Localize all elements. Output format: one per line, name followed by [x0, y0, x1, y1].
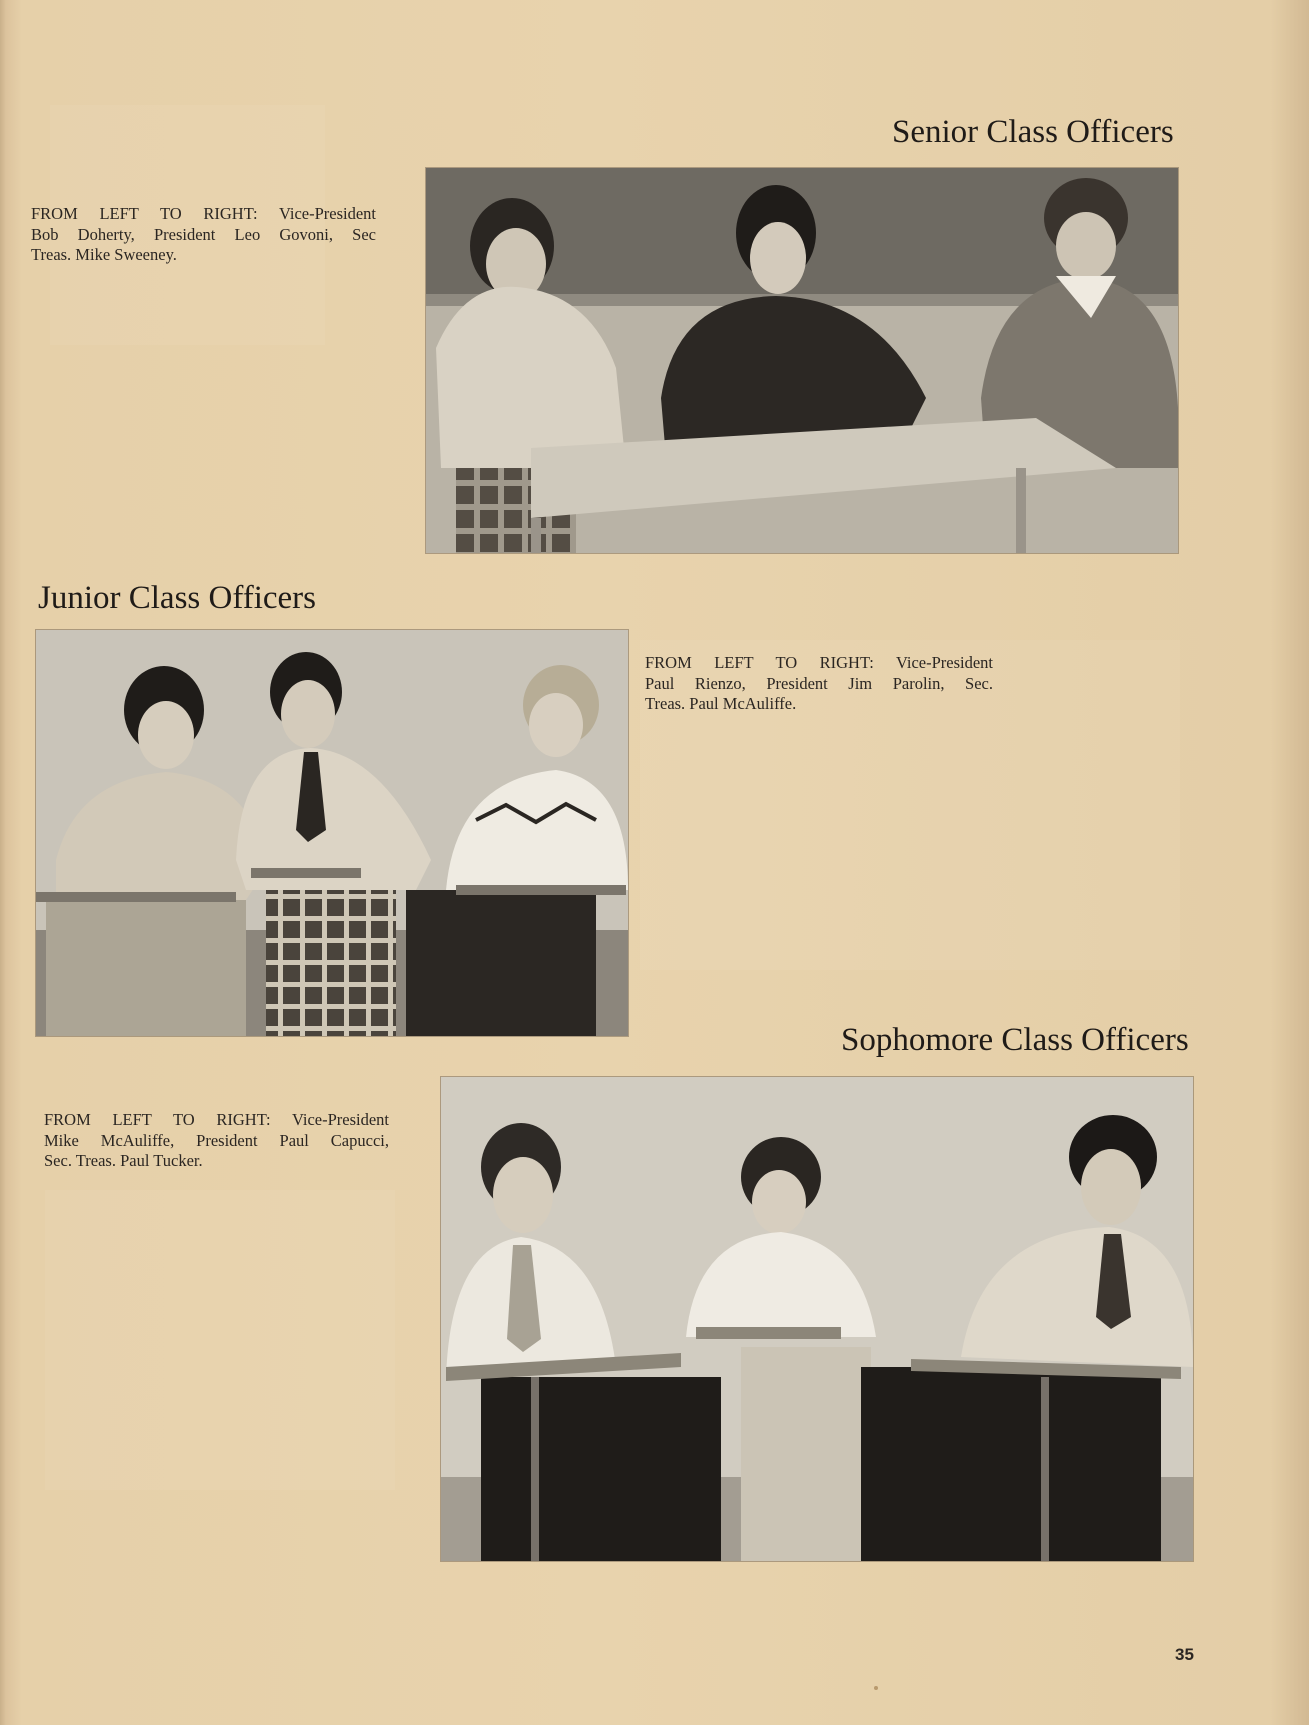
junior-photo-graphic — [36, 630, 628, 1036]
senior-caption-line: Bob Doherty, President Leo Govoni, Sec — [31, 224, 376, 244]
junior-caption-line: Treas. Paul McAuliffe. — [645, 694, 797, 713]
senior-photo-graphic — [426, 168, 1178, 553]
sophomore-caption-line: Sec. Treas. Paul Tucker. — [44, 1151, 203, 1170]
senior-officers-photo — [426, 168, 1178, 553]
senior-caption-line: Treas. Mike Sweeney. — [31, 245, 177, 264]
sophomore-officers-photo — [441, 1077, 1193, 1561]
senior-caption-line: FROM LEFT TO RIGHT: Vice-President — [31, 204, 376, 223]
junior-caption — [645, 653, 993, 715]
sophomore-photo-graphic — [441, 1077, 1193, 1561]
paper-speck — [874, 1686, 878, 1690]
junior-caption-line: Paul Rienzo, President Jim Parolin, Sec. — [645, 673, 993, 693]
background-panel — [45, 1190, 395, 1490]
senior-heading: Senior Class Officers — [892, 114, 1174, 150]
sophomore-heading: Sophomore Class Officers — [841, 1022, 1189, 1058]
junior-heading: Junior Class Officers — [38, 580, 317, 616]
junior-officers-photo — [36, 630, 628, 1036]
sophomore-caption-line: Mike McAuliffe, President Paul Capucci, — [44, 1130, 389, 1150]
senior-caption — [31, 204, 376, 266]
sophomore-caption — [44, 1110, 389, 1172]
page-number: 35 — [1175, 1645, 1194, 1664]
junior-caption-line: FROM LEFT TO RIGHT: Vice-President — [645, 653, 993, 672]
sophomore-caption-line: FROM LEFT TO RIGHT: Vice-President — [44, 1110, 389, 1129]
